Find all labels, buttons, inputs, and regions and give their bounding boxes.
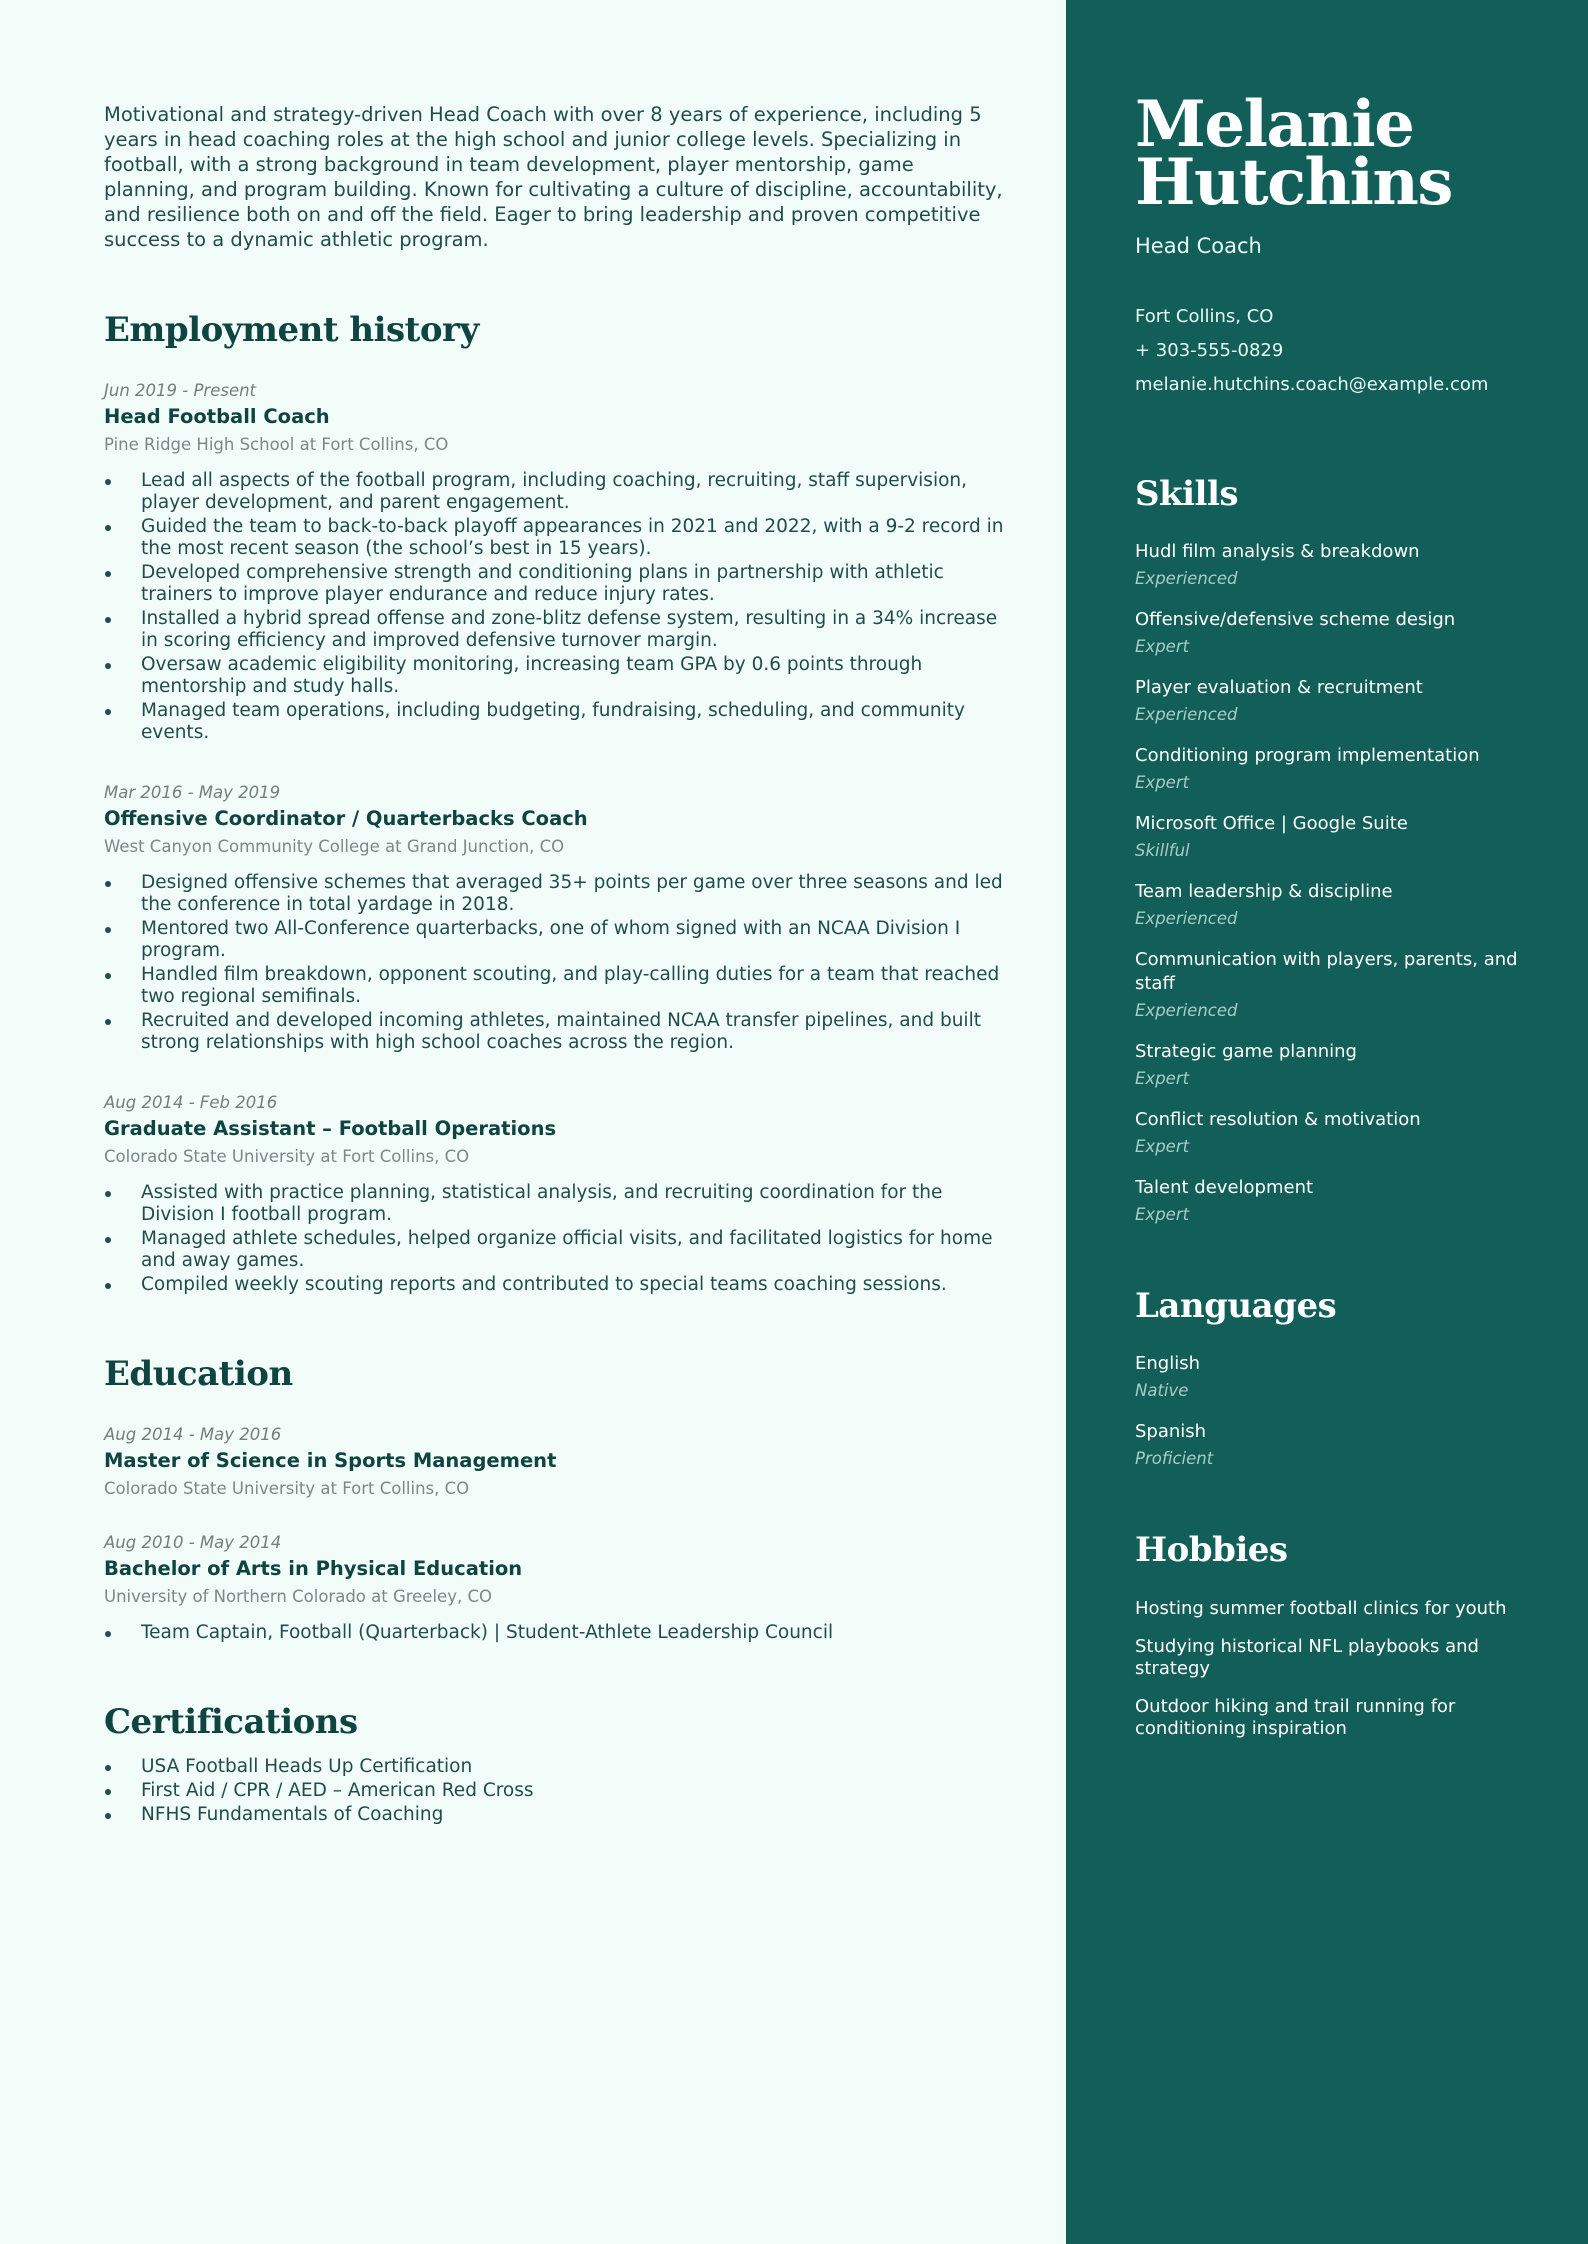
hobby-item: Outdoor hiking and trail running for conditioning inspiration: [1135, 1696, 1456, 1739]
contact-location: Fort Collins, CO: [1135, 306, 1274, 327]
list-item: Guided the team to back-to-back playoff appearances in 2021 and 2022, with a 9-2 record in the most recent season (the school’s best in 15 years).: [104, 516, 1004, 560]
education-dates: Aug 2010 - May 2014: [104, 1533, 282, 1552]
skill-level: Expert: [1135, 773, 1190, 792]
list-item: Managed athlete schedules, helped organize official visits, and facilitated logistics for home and away games.: [104, 1228, 1004, 1272]
hobbies-list: [1135, 1598, 1548, 1740]
list-item: Oversaw academic eligibility monitoring, increasing team GPA by 0.6 points through mentorship and study halls.: [104, 654, 1004, 698]
contact-info: [1135, 300, 1548, 402]
language-item: [1135, 1352, 1548, 1402]
skill-name: Conditioning program implementation: [1135, 745, 1480, 766]
language-level: Proficient: [1135, 1449, 1214, 1468]
education-bullets: [104, 1622, 1004, 1644]
skill-level: Expert: [1135, 1069, 1190, 1088]
certifications-list: [104, 1756, 1004, 1826]
language-item: [1135, 1420, 1548, 1470]
language-level: Native: [1135, 1381, 1189, 1400]
skill-name: Strategic game planning: [1135, 1041, 1357, 1062]
education-school: University of Northern Colorado at Greeley, CO: [104, 1587, 492, 1606]
contact-phone[interactable]: + 303-555-0829: [1135, 340, 1284, 361]
last-name: Hutchins: [1135, 145, 1452, 220]
job-org: Colorado State University at Fort Collins, CO: [104, 1147, 470, 1166]
job-bullets: [104, 470, 1004, 744]
skill-item: [1135, 948, 1548, 1022]
job-dates: Jun 2019 - Present: [104, 381, 257, 400]
skill-name: Talent development: [1135, 1177, 1314, 1198]
skill-item: [1135, 880, 1548, 930]
job-dates: Aug 2014 - Feb 2016: [104, 1093, 278, 1112]
job-dates: Mar 2016 - May 2019: [104, 783, 281, 802]
list-item: First Aid / CPR / AED – American Red Cross: [104, 1780, 1004, 1802]
list-item: Managed team operations, including budgeting, fundraising, scheduling, and community events.: [104, 700, 1004, 744]
employment-list: [104, 380, 1004, 1296]
job-role: Offensive Coordinator / Quarterbacks Coach: [104, 807, 588, 830]
skill-item: [1135, 744, 1548, 794]
job-bullets: [104, 1182, 1004, 1296]
skill-level: Experienced: [1135, 569, 1238, 588]
hobbies-heading: Hobbies: [1135, 1530, 1288, 1570]
job-entry: [104, 782, 1004, 1054]
skills-list: [1135, 540, 1548, 1226]
job-org: West Canyon Community College at Grand Junction, CO: [104, 837, 565, 856]
list-item: Mentored two All-Conference quarterbacks, one of whom signed with an NCAA Division I program.: [104, 918, 1004, 962]
language-name: English: [1135, 1353, 1200, 1374]
education-entry: [104, 1424, 1004, 1500]
list-item: Recruited and developed incoming athletes, maintained NCAA transfer pipelines, and built strong relationships with high school coaches across the region.: [104, 1010, 1004, 1054]
job-entry: [104, 1092, 1004, 1296]
list-item: Assisted with practice planning, statistical analysis, and recruiting coordination for the Division I football program.: [104, 1182, 1004, 1226]
skill-item: [1135, 1040, 1548, 1090]
job-title: Head Coach: [1135, 234, 1262, 258]
skill-level: Skillful: [1135, 841, 1190, 860]
skill-item: [1135, 540, 1548, 590]
education-heading: Education: [104, 1354, 293, 1394]
job-role: Graduate Assistant – Football Operations: [104, 1117, 557, 1140]
skill-name: Hudl film analysis & breakdown: [1135, 541, 1420, 562]
job-entry: [104, 380, 1004, 744]
skill-name: Microsoft Office | Google Suite: [1135, 813, 1408, 834]
employment-heading: Employment history: [104, 310, 479, 350]
skill-item: [1135, 608, 1548, 658]
job-bullets: [104, 872, 1004, 1054]
education-school: Colorado State University at Fort Collins, CO: [104, 1479, 470, 1498]
skill-level: Experienced: [1135, 705, 1238, 724]
languages-list: [1135, 1352, 1548, 1470]
language-name: Spanish: [1135, 1421, 1207, 1442]
list-item: Compiled weekly scouting reports and contributed to special teams coaching sessions.: [104, 1274, 1004, 1296]
skill-name: Communication with players, parents, and staff: [1135, 949, 1518, 994]
first-name: Melanie: [1135, 87, 1414, 162]
list-item: Installed a hybrid spread offense and zone-blitz defense system, resulting in a 34% increase in scoring efficiency and improved defensive turnover margin.: [104, 608, 1004, 652]
skill-level: Expert: [1135, 637, 1190, 656]
skill-level: Expert: [1135, 1137, 1190, 1156]
skill-item: [1135, 1176, 1548, 1226]
skill-item: [1135, 812, 1548, 862]
education-list: [104, 1424, 1004, 1644]
job-org: Pine Ridge High School at Fort Collins, CO: [104, 435, 449, 454]
list-item: Handled film breakdown, opponent scouting, and play-calling duties for a team that reached two regional semifinals.: [104, 964, 1004, 1008]
certifications-heading: Certifications: [104, 1702, 358, 1742]
list-item: Team Captain, Football (Quarterback) | Student-Athlete Leadership Council: [104, 1622, 1004, 1644]
list-item: Designed offensive schemes that averaged 35+ points per game over three seasons and led the conference in total yardage in 2018.: [104, 872, 1004, 916]
skill-level: Expert: [1135, 1205, 1190, 1224]
skill-name: Player evaluation & recruitment: [1135, 677, 1423, 698]
skill-item: [1135, 676, 1548, 726]
list-item: USA Football Heads Up Certification: [104, 1756, 1004, 1778]
skills-heading: Skills: [1135, 474, 1239, 514]
education-degree: Bachelor of Arts in Physical Education: [104, 1557, 523, 1580]
sidebar: [1066, 0, 1588, 2244]
list-item: Developed comprehensive strength and conditioning plans in partnership with athletic trainers to improve player endurance and reduce injury rates.: [104, 562, 1004, 606]
list-item: NFHS Fundamentals of Coaching: [104, 1804, 1004, 1826]
education-entry: [104, 1532, 1004, 1644]
skill-level: Experienced: [1135, 909, 1238, 928]
education-degree: Master of Science in Sports Management: [104, 1449, 557, 1472]
job-role: Head Football Coach: [104, 405, 330, 428]
skill-name: Team leadership & discipline: [1135, 881, 1393, 902]
list-item: Lead all aspects of the football program, including coaching, recruiting, staff supervision, player development, and parent engagement.: [104, 470, 1004, 514]
skill-level: Experienced: [1135, 1001, 1238, 1020]
skill-item: [1135, 1108, 1548, 1158]
contact-email[interactable]: melanie.hutchins.coach@example.com: [1135, 374, 1489, 395]
hobby-item: Hosting summer football clinics for youth: [1135, 1598, 1507, 1619]
skill-name: Offensive/defensive scheme design: [1135, 609, 1456, 630]
skill-name: Conflict resolution & motivation: [1135, 1109, 1421, 1130]
hobby-item: Studying historical NFL playbooks and strategy: [1135, 1636, 1479, 1679]
languages-heading: Languages: [1135, 1286, 1337, 1326]
education-dates: Aug 2014 - May 2016: [104, 1425, 282, 1444]
profile-summary: Motivational and strategy-driven Head Coach with over 8 years of experience, including 5 years in head coaching roles at the high school and junior college levels. Specializing in football, with a strong background in team development, player mentorship, game planning, and program building. Known for cultivating a culture of discipline, accountability, and resilience both on and off the field. Eager to bring leadership and proven competitive success to a dynamic athletic program.: [104, 103, 1003, 251]
person-name: [1135, 87, 1548, 220]
